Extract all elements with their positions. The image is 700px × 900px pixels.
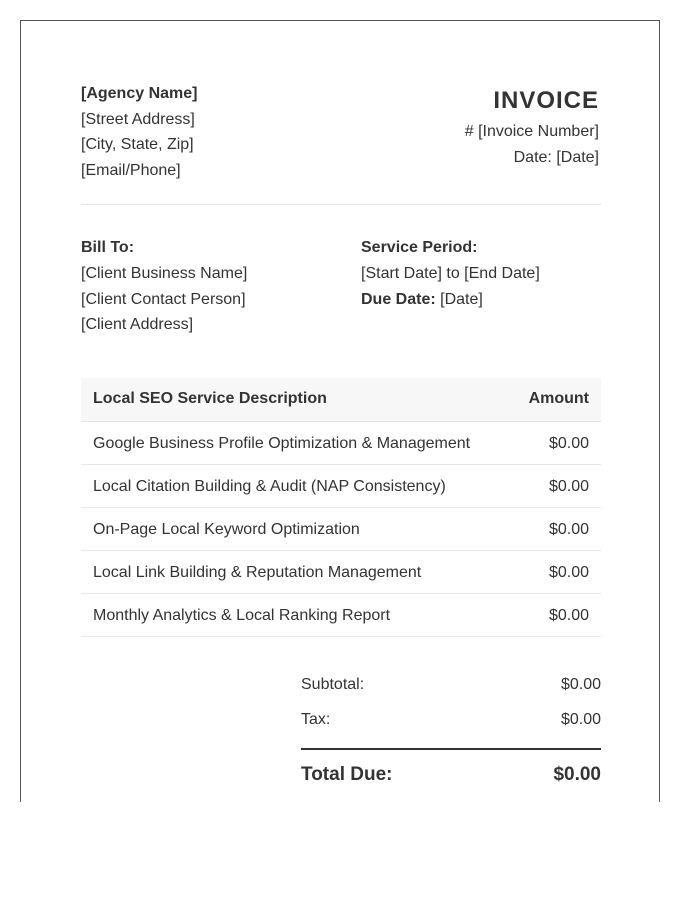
row-description: Google Business Profile Optimization & Management (93, 435, 471, 452)
header-amount: Amount (528, 390, 589, 407)
tax-label: Tax: (301, 711, 331, 728)
client-contact-person: [Client Contact Person] (81, 291, 246, 308)
table-row (81, 508, 601, 551)
table-header-row (81, 378, 601, 422)
client-address: [Client Address] (81, 316, 194, 333)
invoice-number: # [Invoice Number] (464, 123, 599, 140)
service-end: [End Date] (464, 265, 540, 282)
row-description: Local Link Building & Reputation Management (93, 564, 422, 581)
due-date (361, 290, 483, 310)
services-table (81, 378, 601, 637)
total-rule (301, 748, 601, 750)
header-divider (81, 204, 601, 205)
service-period-label: Service Period: (361, 239, 478, 256)
client-business-name: [Client Business Name] (81, 265, 248, 282)
agency-street: [Street Address] (81, 111, 195, 128)
row-amount: $0.00 (548, 435, 589, 452)
subtotal-label: Subtotal: (301, 676, 365, 693)
service-start: [Start Date] (361, 265, 442, 282)
row-amount: $0.00 (548, 607, 589, 624)
total-due-label: Total Due: (301, 764, 393, 785)
row-description: Local Citation Building & Audit (NAP Consistency) (93, 478, 446, 495)
invoice-date (514, 148, 599, 168)
table-row (81, 594, 601, 637)
service-period-range (361, 264, 540, 284)
row-description: On-Page Local Keyword Optimization (93, 521, 360, 538)
table-row (81, 422, 601, 465)
table-row (81, 551, 601, 594)
tax-value: $0.00 (560, 711, 601, 728)
invoice-title: INVOICE (493, 87, 599, 114)
row-amount: $0.00 (548, 564, 589, 581)
invoice-date-value: [Date] (556, 149, 599, 166)
row-description: Monthly Analytics & Local Ranking Report (93, 607, 391, 624)
subtotal-value: $0.00 (560, 676, 601, 693)
row-amount: $0.00 (548, 478, 589, 495)
agency-city: [City, State, Zip] (81, 136, 194, 153)
table-row (81, 465, 601, 508)
agency-name: [Agency Name] (81, 85, 198, 102)
bill-to-label: Bill To: (81, 239, 135, 256)
agency-contact: [Email/Phone] (81, 162, 181, 179)
invoice-date-label: Date: (513, 149, 552, 166)
service-to: to (446, 265, 460, 282)
row-amount: $0.00 (548, 521, 589, 538)
header-description: Local SEO Service Description (93, 390, 327, 407)
total-due-value: $0.00 (553, 764, 601, 785)
due-date-value: [Date] (440, 291, 483, 308)
invoice-sheet (20, 20, 660, 802)
due-date-label: Due Date: (361, 291, 436, 308)
